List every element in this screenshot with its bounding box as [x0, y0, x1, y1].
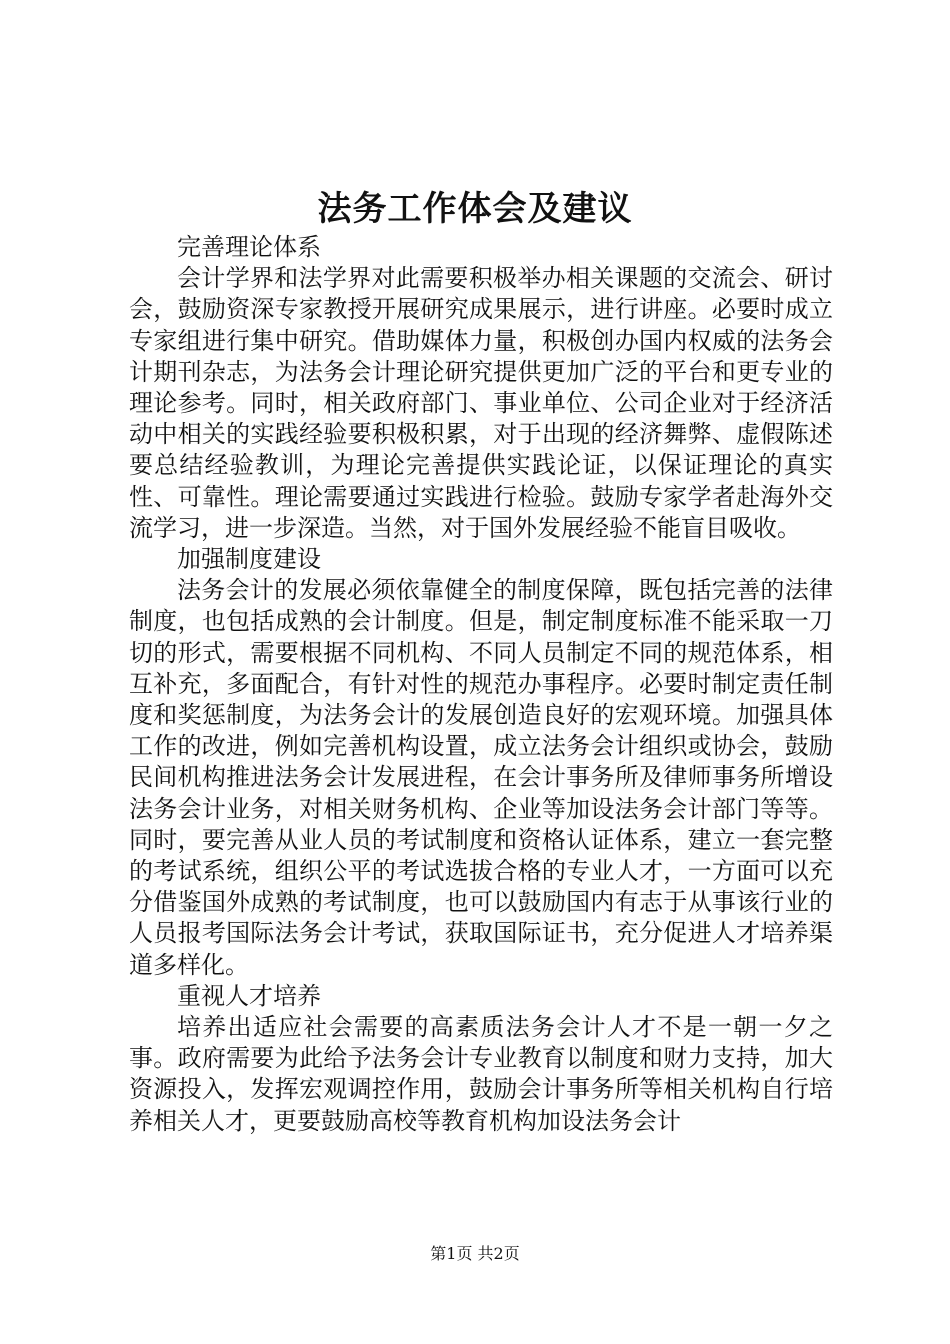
document-title: 法务工作体会及建议	[317, 189, 633, 229]
section-heading-system: 加强制度建设	[177, 545, 321, 574]
section-heading-talent: 重视人才培养	[177, 981, 321, 1010]
paragraph-system: 法务会计的发展必须依靠健全的制度保障，既包括完善的法律制度，也包括成熟的会计制度。但是，制定制度标准不能采取一刀切的形式，需要根据不同机构、不同人员制定不同的规范体系，相互补充，多面配合，有针对性的规范办事程序。必要时制定责任制度和奖惩制度，为法务会计的发展创造良好的宏观环境。加强具体工作的改进，例如完善机构设置，成立法务会计组织或协会，鼓励民间机构推进法务会计发展进程，在会计事务所及律师事务所增设法务会计业务，对相关财务机构、企业等加设法务会计部门等等。同时，要完善从业人员的考试制度和资格认证体系，建立一套完整的考试系统，组织公平的考试选拔合格的专业人才，一方面可以充分借鉴国外成熟的考试制度，也可以鼓励国内有志于从事该行业的人员报考国际法务会计考试，获取国际证书，充分促进人才培养渠道多样化。	[129, 576, 833, 979]
section-heading-theory: 完善理论体系	[177, 233, 321, 261]
paragraph-theory: 会计学界和法学界对此需要积极举办相关课题的交流会、研讨会，鼓励资深专家教授开展研究成果展示，进行讲座。必要时成立专家组进行集中研究。借助媒体力量，积极创办国内权威的法务会计期刊杂志，为法务会计理论研究提供更加广泛的平台和更专业的理论参考。同时，相关政府部门、事业单位、公司企业对于经济活动中相关的实践经验要积极积累，对于出现的经济舞弊、虚假陈述要总结经验教训，为理论完善提供实践论证，以保证理论的真实性、可靠性。理论需要通过实践进行检验。鼓励专家学者赴海外交流学习，进一步深造。当然，对于国外发展经验不能盲目吸收。	[129, 264, 833, 542]
paragraph-talent: 培养出适应社会需要的高素质法务会计人才不是一朝一夕之事。政府需要为此给予法务会计专业教育以制度和财力支持，加大资源投入，发挥宏观调控作用，鼓励会计事务所等相关机构自行培养相关人才，更要鼓励高校等教育机构加设法务会计	[129, 1013, 833, 1135]
page-footer: 第1页 共2页	[430, 1244, 520, 1263]
document-body	[129, 232, 833, 1137]
